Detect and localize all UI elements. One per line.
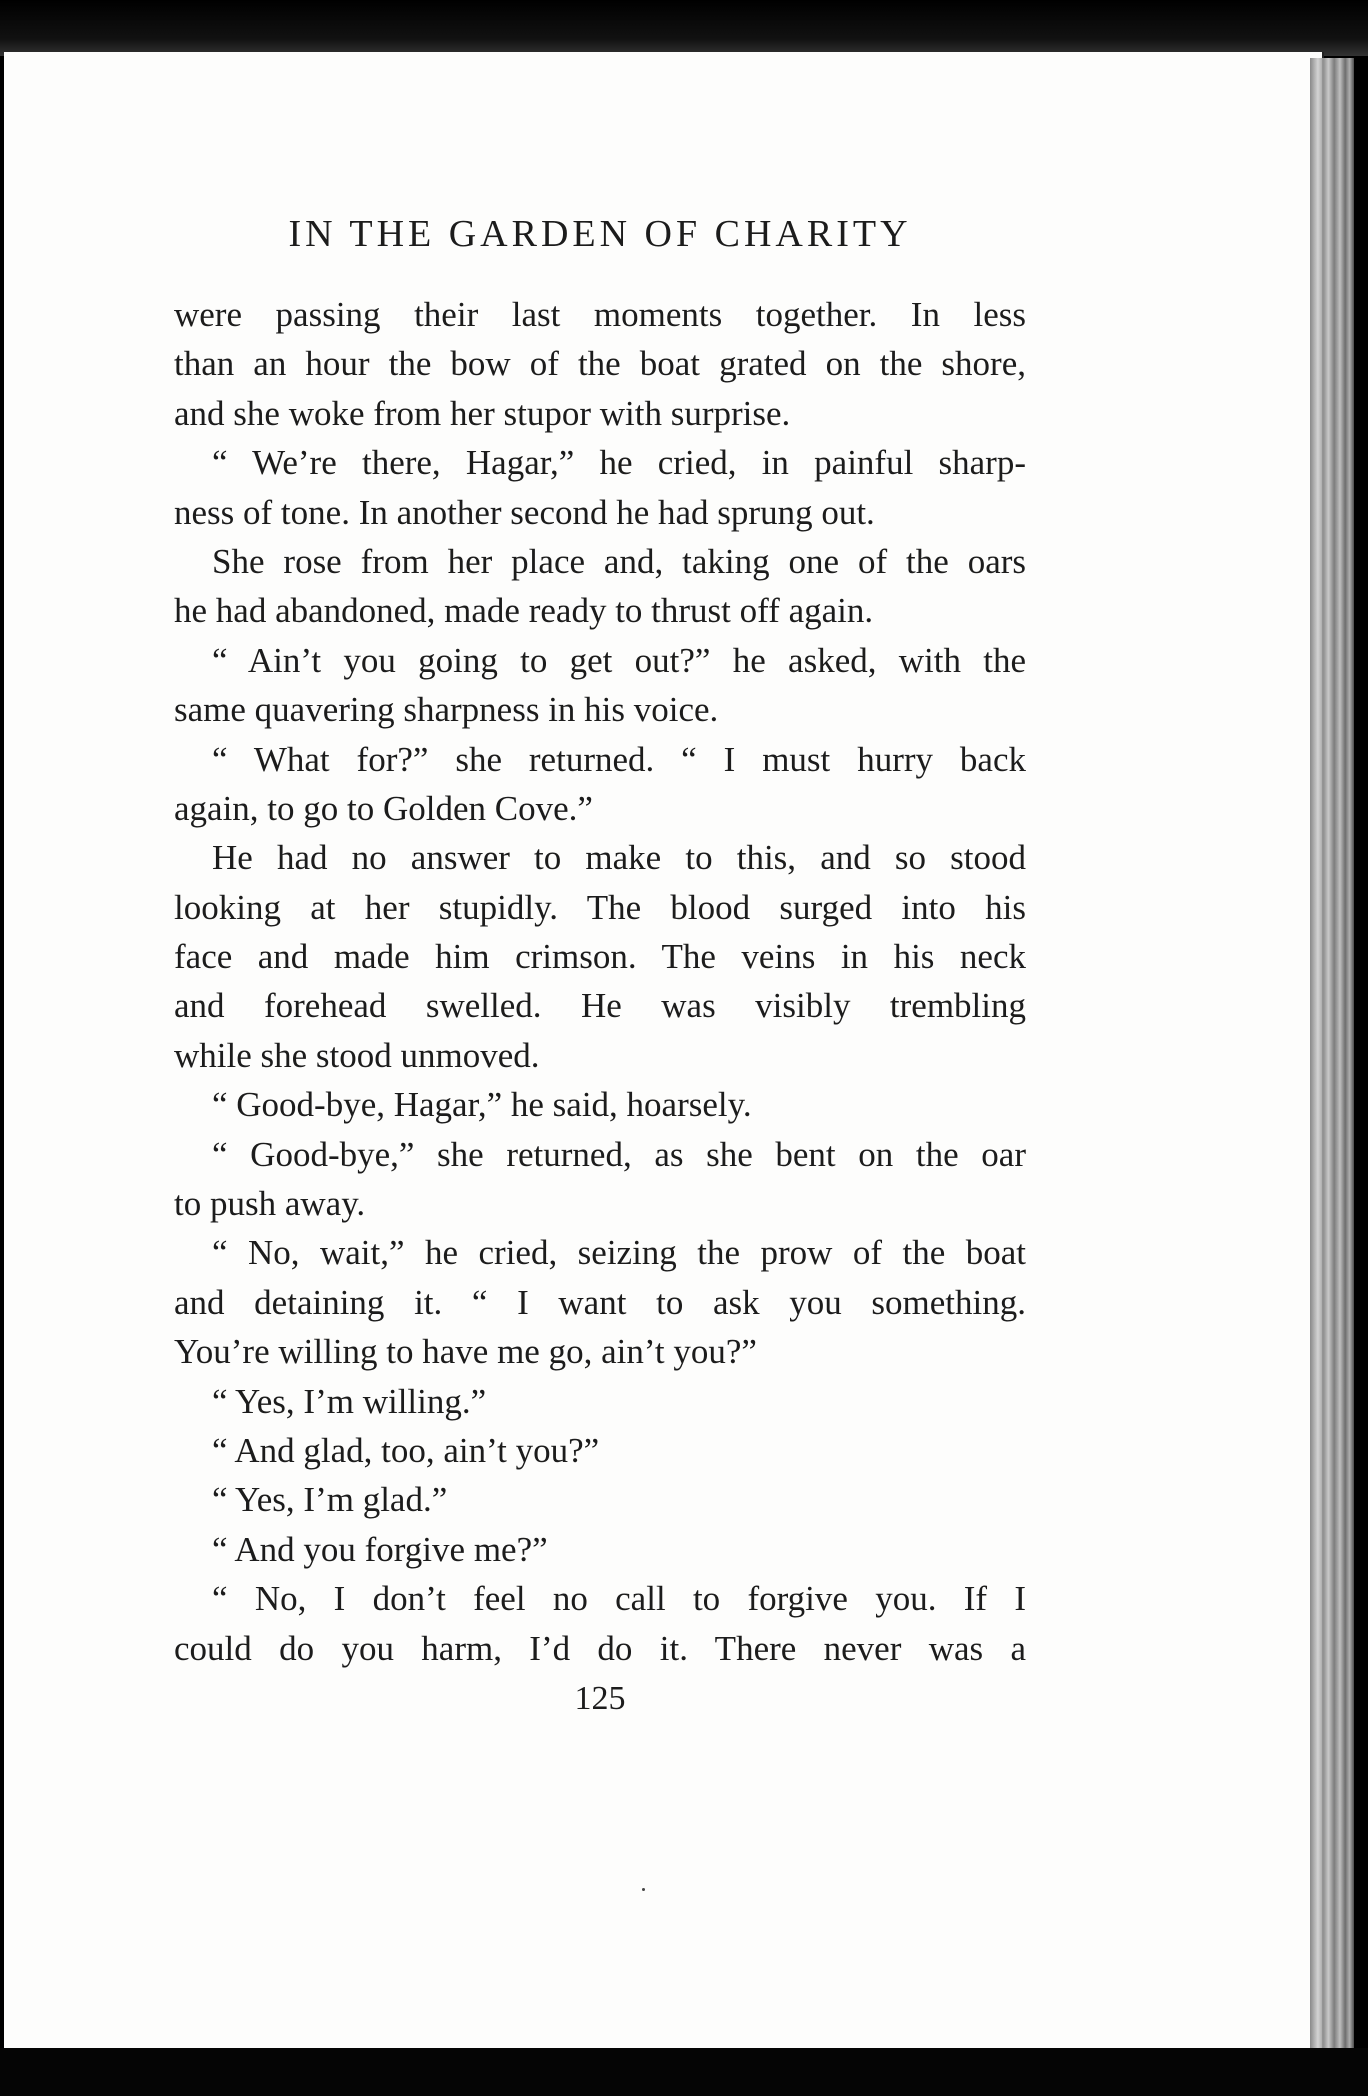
text-line: “ No, wait,” he cried, seizing the prow of the boat	[212, 1233, 1026, 1273]
text-line: He had no answer to make to this, and so stood	[212, 838, 1026, 878]
text-line: “ Ain’t you going to get out?” he asked, with the	[212, 640, 1026, 680]
text-line: looking at her stupidly. The blood surged into his	[174, 887, 1026, 927]
text-line: “ Good-bye, Hagar,” he said, hoarsely.	[212, 1085, 752, 1125]
text-line: could do you harm, I’d do it. There never was a	[174, 1628, 1026, 1668]
text-line: “ Good-bye,” she returned, as she bent on the oar	[212, 1134, 1026, 1174]
text-line: and forehead swelled. He was visibly trembling	[174, 986, 1026, 1026]
text-line: “ What for?” she returned. “ I must hurry back	[212, 739, 1026, 779]
text-line: “ We’re there, Hagar,” he cried, in painful sharp-	[212, 443, 1026, 483]
text-line: You’re willing to have me go, ain’t you?”	[174, 1332, 757, 1372]
text-line: same quavering sharpness in his voice.	[174, 690, 719, 730]
top-scan-border	[0, 0, 1368, 56]
body-text	[174, 290, 1026, 1673]
text-line: to push away.	[174, 1184, 366, 1224]
page-number: 125	[574, 1680, 626, 1717]
text-line: and she woke from her stupor with surprise.	[174, 393, 791, 433]
text-line: again, to go to Golden Cove.”	[174, 788, 593, 828]
text-line: he had abandoned, made ready to thrust off again.	[174, 591, 874, 631]
text-line: while she stood unmoved.	[174, 1035, 540, 1075]
text-line: than an hour the bow of the boat grated on the shore,	[174, 344, 1026, 384]
text-line: ness of tone. In another second he had sprung out.	[174, 492, 875, 532]
text-line: “ And glad, too, ain’t you?”	[212, 1430, 600, 1470]
text-line: “ Yes, I’m willing.”	[212, 1381, 487, 1421]
text-line: face and made him crimson. The veins in his neck	[174, 937, 1026, 977]
text-line: “ And you forgive me?”	[212, 1529, 548, 1569]
bottom-scan-border	[0, 2048, 1368, 2096]
text-line: were passing their last moments together. In less	[174, 295, 1026, 334]
running-head: IN THE GARDEN OF CHARITY	[288, 213, 912, 255]
text-line: “ No, I don’t feel no call to forgive you. If I	[212, 1579, 1026, 1619]
scan-speck	[642, 1888, 645, 1891]
text-line: She rose from her place and, taking one of the oars	[212, 541, 1026, 581]
page-block-edge	[1310, 58, 1354, 2048]
text-line: and detaining it. “ I want to ask you something.	[174, 1282, 1026, 1322]
text-line: “ Yes, I’m glad.”	[212, 1480, 448, 1520]
